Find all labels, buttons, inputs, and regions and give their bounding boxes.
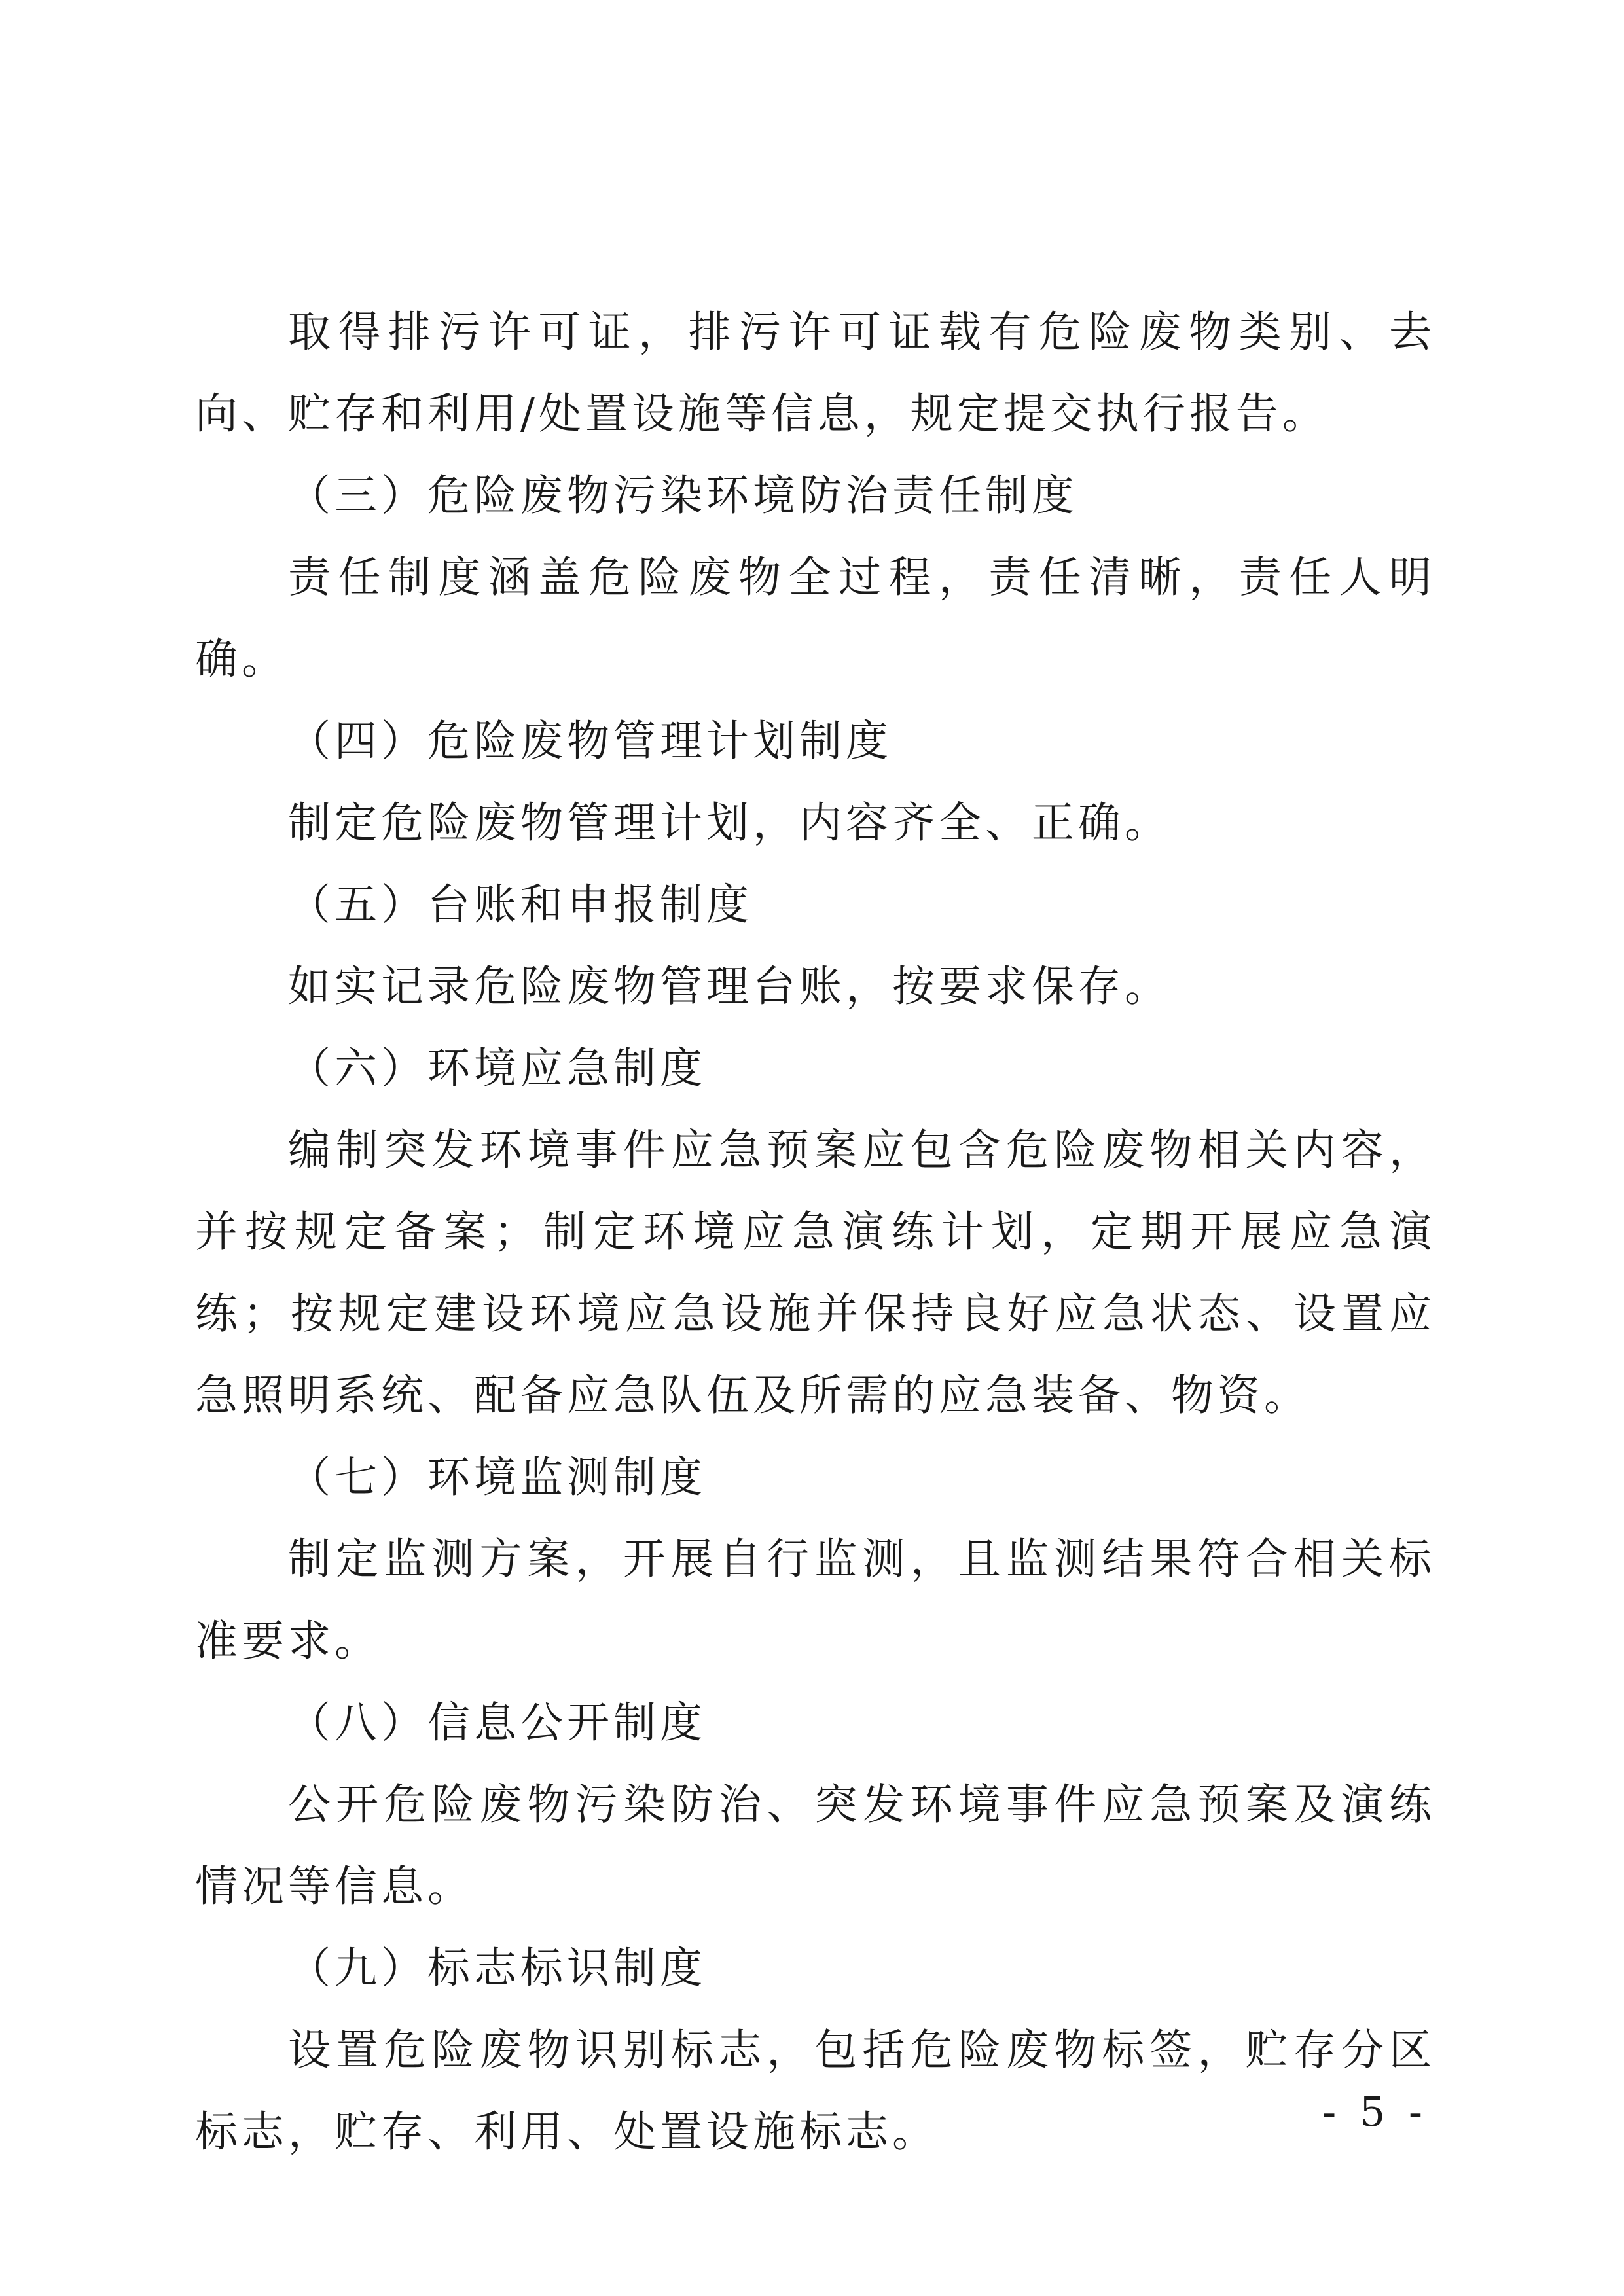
paragraph-signage: 设置危险废物识别标志，包括危险废物标签，贮存分区标志，贮存、利用、处置设施标志。 [195, 2026, 1435, 2157]
heading-emergency-system: （六）环境应急制度 [288, 1044, 707, 1093]
paragraph-permit: 取得排污许可证，排污许可证载有危险废物类别、去向、贮存和利用/处置设施等信息，规定提交执行报告。 [195, 308, 1435, 439]
paragraph-disclosure: 公开危险废物污染防治、突发环境事件应急预案及演练情况等信息。 [195, 1780, 1435, 1911]
heading-monitoring-system: （七）环境监测制度 [288, 1453, 707, 1502]
page-number: - 5 - [1322, 2088, 1428, 2136]
heading-disclosure-system: （八）信息公开制度 [288, 1698, 707, 1748]
heading-ledger-declaration: （五）台账和申报制度 [288, 880, 753, 929]
heading-signage-system: （九）标志标识制度 [288, 1944, 707, 1993]
paragraph-emergency: 编制突发环境事件应急预案应包含危险废物相关内容，并按规定备案；制定环境应急演练计划，定期开展应急演练；按规定建设环境应急设施并保持良好应急状态、设置应急照明系统、配备应急队伍及所需的应急装备、物资。 [195, 1126, 1435, 1420]
document-body [195, 291, 1435, 2173]
paragraph-responsibility: 责任制度涵盖危险废物全过程，责任清晰，责任人明确。 [195, 553, 1435, 684]
heading-responsibility-system: （三）危险废物污染环境防治责任制度 [288, 471, 1079, 520]
paragraph-ledger: 如实记录危险废物管理台账，按要求保存。 [288, 962, 1172, 1011]
paragraph-monitoring: 制定监测方案，开展自行监测，且监测结果符合相关标准要求。 [195, 1535, 1435, 1666]
heading-management-plan: （四）危险废物管理计划制度 [288, 717, 893, 766]
paragraph-management-plan: 制定危险废物管理计划，内容齐全、正确。 [288, 798, 1172, 848]
